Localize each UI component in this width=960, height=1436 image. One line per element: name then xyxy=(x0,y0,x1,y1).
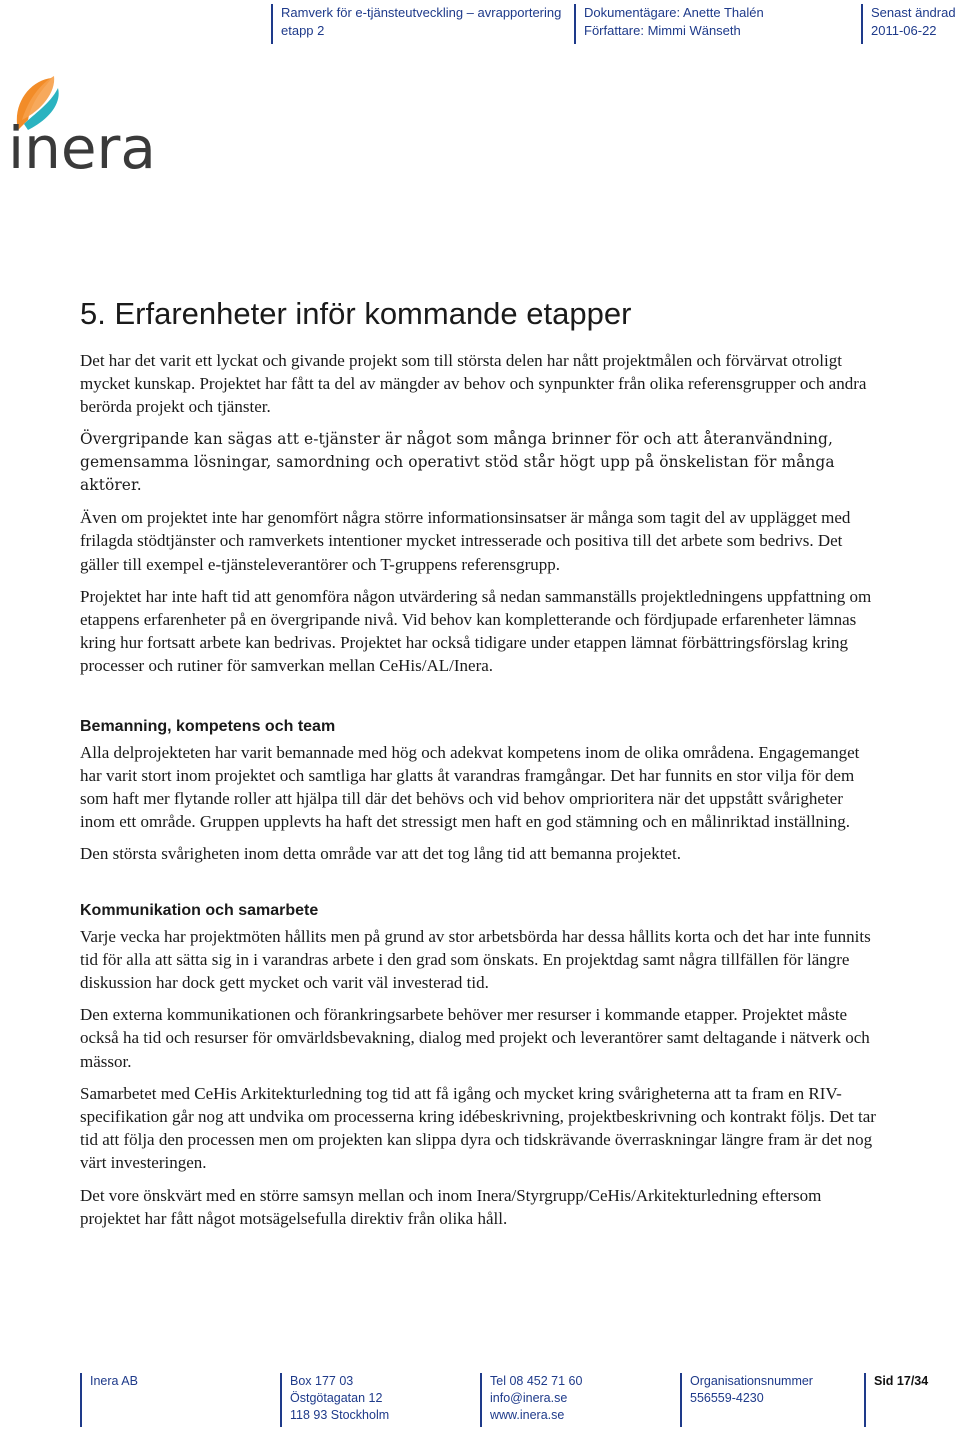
intro-paragraph-3: Även om projektet inte har genomfört några större informationsinsatser är många som tagit del av upplägget med frilagda stödtjänster och ramverkets intentioner mycket intresserade och positiva till det arbete som bedrivs. Det gäller till exempel e-tjänsteleverantörer och T-gruppens referensgrupp. xyxy=(80,508,851,574)
staffing-paragraph-2: Den största svårigheten inom detta område var att det tog lång tid att bemanna projektet. xyxy=(80,844,681,864)
footer-address-line3: 118 93 Stockholm xyxy=(290,1408,390,1422)
page-prefix: Sid xyxy=(874,1374,897,1388)
header-changed xyxy=(861,4,960,44)
section-heading-communication: Kommunikation och samarbete xyxy=(80,901,319,919)
section-heading-staffing: Bemanning, kompetens och team xyxy=(80,717,336,735)
footer-page xyxy=(864,1373,954,1427)
header-owner xyxy=(574,4,854,44)
footer-contact xyxy=(480,1373,670,1427)
chapter-title: 5. Erfarenheter inför kommande etapper xyxy=(80,296,632,331)
header-owner-text: Dokumentägare: Anette Thalén xyxy=(584,5,764,20)
header-changed-label: Senast ändrad xyxy=(871,5,956,20)
footer-address xyxy=(280,1373,470,1427)
communication-paragraph-1: Varje vecka har projektmöten hållits men på grund av stor arbetsbörda har dessa hållits korta och det har inte funnits tid för alla att sätta sig in i varandras arbete i den grad som önskats. En projektdag samt några tillfällen för längre diskussion har dock gett mycket och varit väl investerad tid. xyxy=(80,926,871,993)
header-project-line1: Ramverk för e-tjänsteutveckling – avrapportering xyxy=(281,5,562,20)
main-content xyxy=(80,349,880,1239)
header-changed-date: 2011-06-22 xyxy=(871,23,937,38)
footer-address-line2: Östgötagatan 12 xyxy=(290,1391,383,1405)
logo-wordmark: inera xyxy=(8,114,156,174)
communication-paragraph-2: Den externa kommunikationen och förankringsarbete behöver mer resurser i kommande etapper. Projektet måste också ha tid och resurser för omvärldsbevakning, dialog med projekt och leverantörer samt deltagande i nätverk och mässor. xyxy=(80,1005,870,1071)
inera-logo xyxy=(4,74,174,174)
intro-paragraph-4: Projektet har inte haft tid att genomföra någon utvärdering så nedan sammanställs projektledningens uppfattning om etappens erfarenheter på en övergripande nivå. Vid behov kan kompletterande och fördjupade erfarenheter lämnas kring hur fortsatt arbete kan bedrivas. Projektet har också tidigare under etappen lämnat förbättringsförslag kring processer och rutiner för samverkan mellan CeHis/AL/Inera. xyxy=(80,586,872,676)
footer-company-name: Inera AB xyxy=(90,1374,138,1388)
page-value: 17/34 xyxy=(896,1374,929,1388)
intro-paragraph-2: Övergripande kan sägas att e-tjänster är något som många brinner för och att återanvändning, gemensamma lösningar, samordning och operativt stöd står högt upp på önskelistan för många aktörer. xyxy=(80,429,835,495)
footer-company xyxy=(80,1373,270,1427)
footer-email-link[interactable]: info@inera.se xyxy=(490,1391,568,1405)
footer-org-number: 556559-4230 xyxy=(690,1391,764,1405)
header-project-line2: etapp 2 xyxy=(281,23,325,38)
intro-paragraph-1: Det har det varit ett lyckat och givande projekt som till största delen har nått projektmålen och förvärvat otroligt mycket kunskap. Projektet har fått ta del av mängder av behov och synpunkter från olika referensgrupper och andra berörda projekt och tjänster. xyxy=(80,351,867,417)
footer-address-line1: Box 177 03 xyxy=(290,1374,354,1388)
page-number xyxy=(874,1373,954,1390)
footer-org-label: Organisationsnummer xyxy=(690,1374,813,1388)
footer-phone: Tel 08 452 71 60 xyxy=(490,1374,583,1388)
footer-web-link[interactable]: www.inera.se xyxy=(490,1408,565,1422)
staffing-paragraph-1: Alla delprojekteten har varit bemannade med hög och adekvat kompetens inom de olika områdena. Engagemanget har varit stort inom projektet och samtliga har glatts åt varandras framgångar. Det har funnits en stor vilja för dem som haft mer flytande roller att hjälpa till där det behövs och vid behov omprioritera när det uppstått svårigheter inom ett område. Gruppen upplevts ha haft det stressigt men haft en god stämning och en målinriktad inställning. xyxy=(80,742,860,832)
footer-org xyxy=(680,1373,850,1427)
communication-paragraph-3: Samarbetet med CeHis Arkitekturledning tog tid att få igång och mycket kring svårigheterna att ta fram en RIV-specifikation går nog att undvika om processerna kring idébeskrivning, projektbeskrivning och kontrakt följs. Det tar tid att följa den processen men om projekten kan slippa dyra och tidskrävande överraskningar längre fram är det nog värt investeringen. xyxy=(80,1083,876,1173)
header-author-text: Författare: Mimmi Wänseth xyxy=(584,23,741,38)
communication-paragraph-4: Det vore önskvärt med en större samsyn mellan och inom Inera/Styrgrupp/CeHis/Arkitekturledning eftersom projektet har fått något motsägelsefulla direktiv från olika håll. xyxy=(80,1185,822,1228)
header-project xyxy=(271,4,581,44)
